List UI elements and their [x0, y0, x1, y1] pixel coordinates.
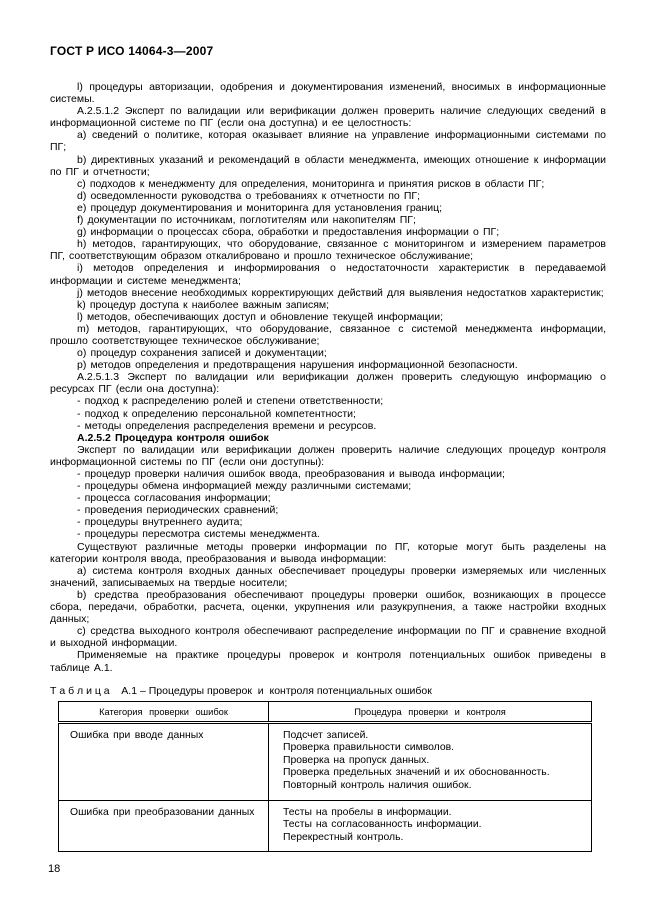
table-row — [59, 722, 592, 800]
paragraph: a) система контроля входных данных обеспечивает процедуры проверки измеряемых или численных значений, записываемых на твердые носители; — [50, 564, 606, 589]
paragraph: m) методов, гарантирующих, что оборудование, связанное с системой менеджмента информации, прошло соответствующее техническое обслуживание; — [50, 322, 606, 347]
table-header-row — [59, 701, 592, 722]
paragraph: o) процедур сохранения записей и документации; — [77, 347, 327, 360]
paragraph: А.2.5.1.2 Эксперт по валидации или верификации должен проверить наличие следующих сведений в информационной системе по ПГ (если она доступна) и ее целостность: — [50, 105, 606, 130]
procedure-line: Перекрестный контроль. — [283, 831, 404, 843]
paragraph: l) процедуры авторизации, одобрения и документирования изменений, вносимых в информационные системы. — [50, 81, 606, 106]
paragraph: - методы определения распределения времени и ресурсов. — [77, 419, 377, 432]
table-caption: Т а б л и ц а А.1 – Процедуры проверок и контроля потенциальных ошибок — [50, 684, 432, 697]
paragraph: c) подходов к менеджменту для определения, мониторинга и принятия рисков в области ПГ; — [77, 177, 545, 190]
procedure-line: Проверка на пропуск данных. — [283, 754, 430, 766]
cell-category: Ошибка при вводе данных — [59, 722, 269, 800]
paragraph: p) методов определения и предотвращения нарушения информационной безопасности. — [77, 359, 518, 372]
paragraph: c) средства выходного контроля обеспечивают распределение информации по ПГ и сравнение входной и выходной информации. — [50, 625, 606, 650]
table-header-procedure: Процедура проверки и контроля — [269, 701, 592, 722]
paragraph: Существуют различные методы проверки информации по ПГ, которые могут быть разделены на категории контроля ввода, преобразования и вывода информации: — [50, 540, 606, 565]
cell-procedures — [269, 722, 592, 800]
paragraph: - процедуры внутреннего аудита; — [77, 516, 243, 529]
paragraph: l) методов, обеспечивающих доступ и обновление текущей информации; — [77, 310, 444, 323]
paragraph: h) методов, гарантирующих, что оборудование, связанное с мониторингом и измерением параметров ПГ, соответствующим образом откалибровано и прошло техническое обслуживание; — [50, 238, 606, 263]
paragraph: d) осведомленности руководства о требованиях к отчетности по ПГ; — [77, 189, 421, 202]
error-control-table — [58, 701, 592, 853]
paragraph: А.2.5.1.3 Эксперт по валидации или верификации должен проверить следующую информацию о ресурсах ПГ (если она доступна): — [50, 371, 606, 396]
doc-header-title: ГОСТ Р ИСО 14064-3—2007 — [50, 44, 214, 58]
procedure-line: Проверка правильности символов. — [283, 742, 455, 754]
paragraph: - процедуры пересмотра системы менеджмента. — [77, 528, 320, 541]
procedure-line: Подсчет записей. — [283, 729, 369, 741]
procedure-line: Проверка предельных значений и их обоснованность. — [283, 767, 550, 779]
paragraph: - процедур проверки наличия ошибок ввода, преобразования и вывода информации; — [77, 468, 505, 480]
paragraph: f) документации по источникам, поглотителям или накопителям ПГ; — [77, 214, 416, 227]
paragraph: - подход к определению персональной компетентности; — [77, 407, 356, 420]
paragraph: b) средства преобразования обеспечивают процедуры проверки ошибок, возникающих в процессе сбора, передачи, обработки, расчета, оценки, укрупнения или разукрупнения, а также настройки входных данных; — [50, 588, 606, 626]
cell-category: Ошибка при преобразовании данных — [59, 800, 269, 852]
paragraph: g) информации о процессах сбора, обработки и предоставления информации о ПГ; — [77, 226, 500, 239]
paragraph: Эксперт по валидации или верификации должен проверить наличие следующих процедур контроля информационной системы по ПГ (если они доступны): — [50, 443, 606, 468]
procedure-line: Повторный контроль наличия ошибок. — [283, 779, 472, 791]
paragraph: a) сведений о политике, которая оказывает влияние на управление информационными системами по ПГ; — [50, 129, 606, 154]
paragraph: - подход к распределению ролей и степени ответственности; — [77, 395, 384, 408]
paragraph: i) методов определения и информирования о недостаточности характеристик в передаваемой информации и системе менеджмента; — [50, 262, 606, 287]
section-heading: А.2.5.2 Процедура контроля ошибок — [77, 431, 269, 444]
paragraph: - проведения периодических сравнений; — [77, 504, 279, 517]
body-text — [50, 81, 606, 674]
table-header-category: Категория проверки ошибок — [59, 701, 269, 722]
procedure-line: Тесты на пробелы в информации. — [283, 806, 452, 818]
cell-procedures — [269, 800, 592, 852]
paragraph: b) директивных указаний и рекомендаций в области менеджмента, имеющих отношение к информации по ПГ и отчетности; — [50, 153, 606, 178]
paragraph: Применяемые на практике процедуры проверок и контроля потенциальных ошибок приведены в таблице А.1. — [50, 649, 606, 674]
table-row — [59, 800, 592, 852]
paragraph: - процедуры обмена информацией между различными системами; — [77, 480, 412, 493]
paragraph: k) процедур доступа к наиболее важным записям; — [77, 298, 330, 311]
page-number: 18 — [48, 863, 61, 876]
procedure-line: Тесты на согласованность информации. — [283, 819, 482, 831]
paragraph: j) методов внесение необходимых корректирующих действий для выявления недостатков характеристик; — [77, 286, 604, 299]
paragraph: e) процедур документирования и мониторинга для установления границ; — [77, 201, 443, 214]
paragraph: - процесса согласования информации; — [77, 492, 271, 505]
